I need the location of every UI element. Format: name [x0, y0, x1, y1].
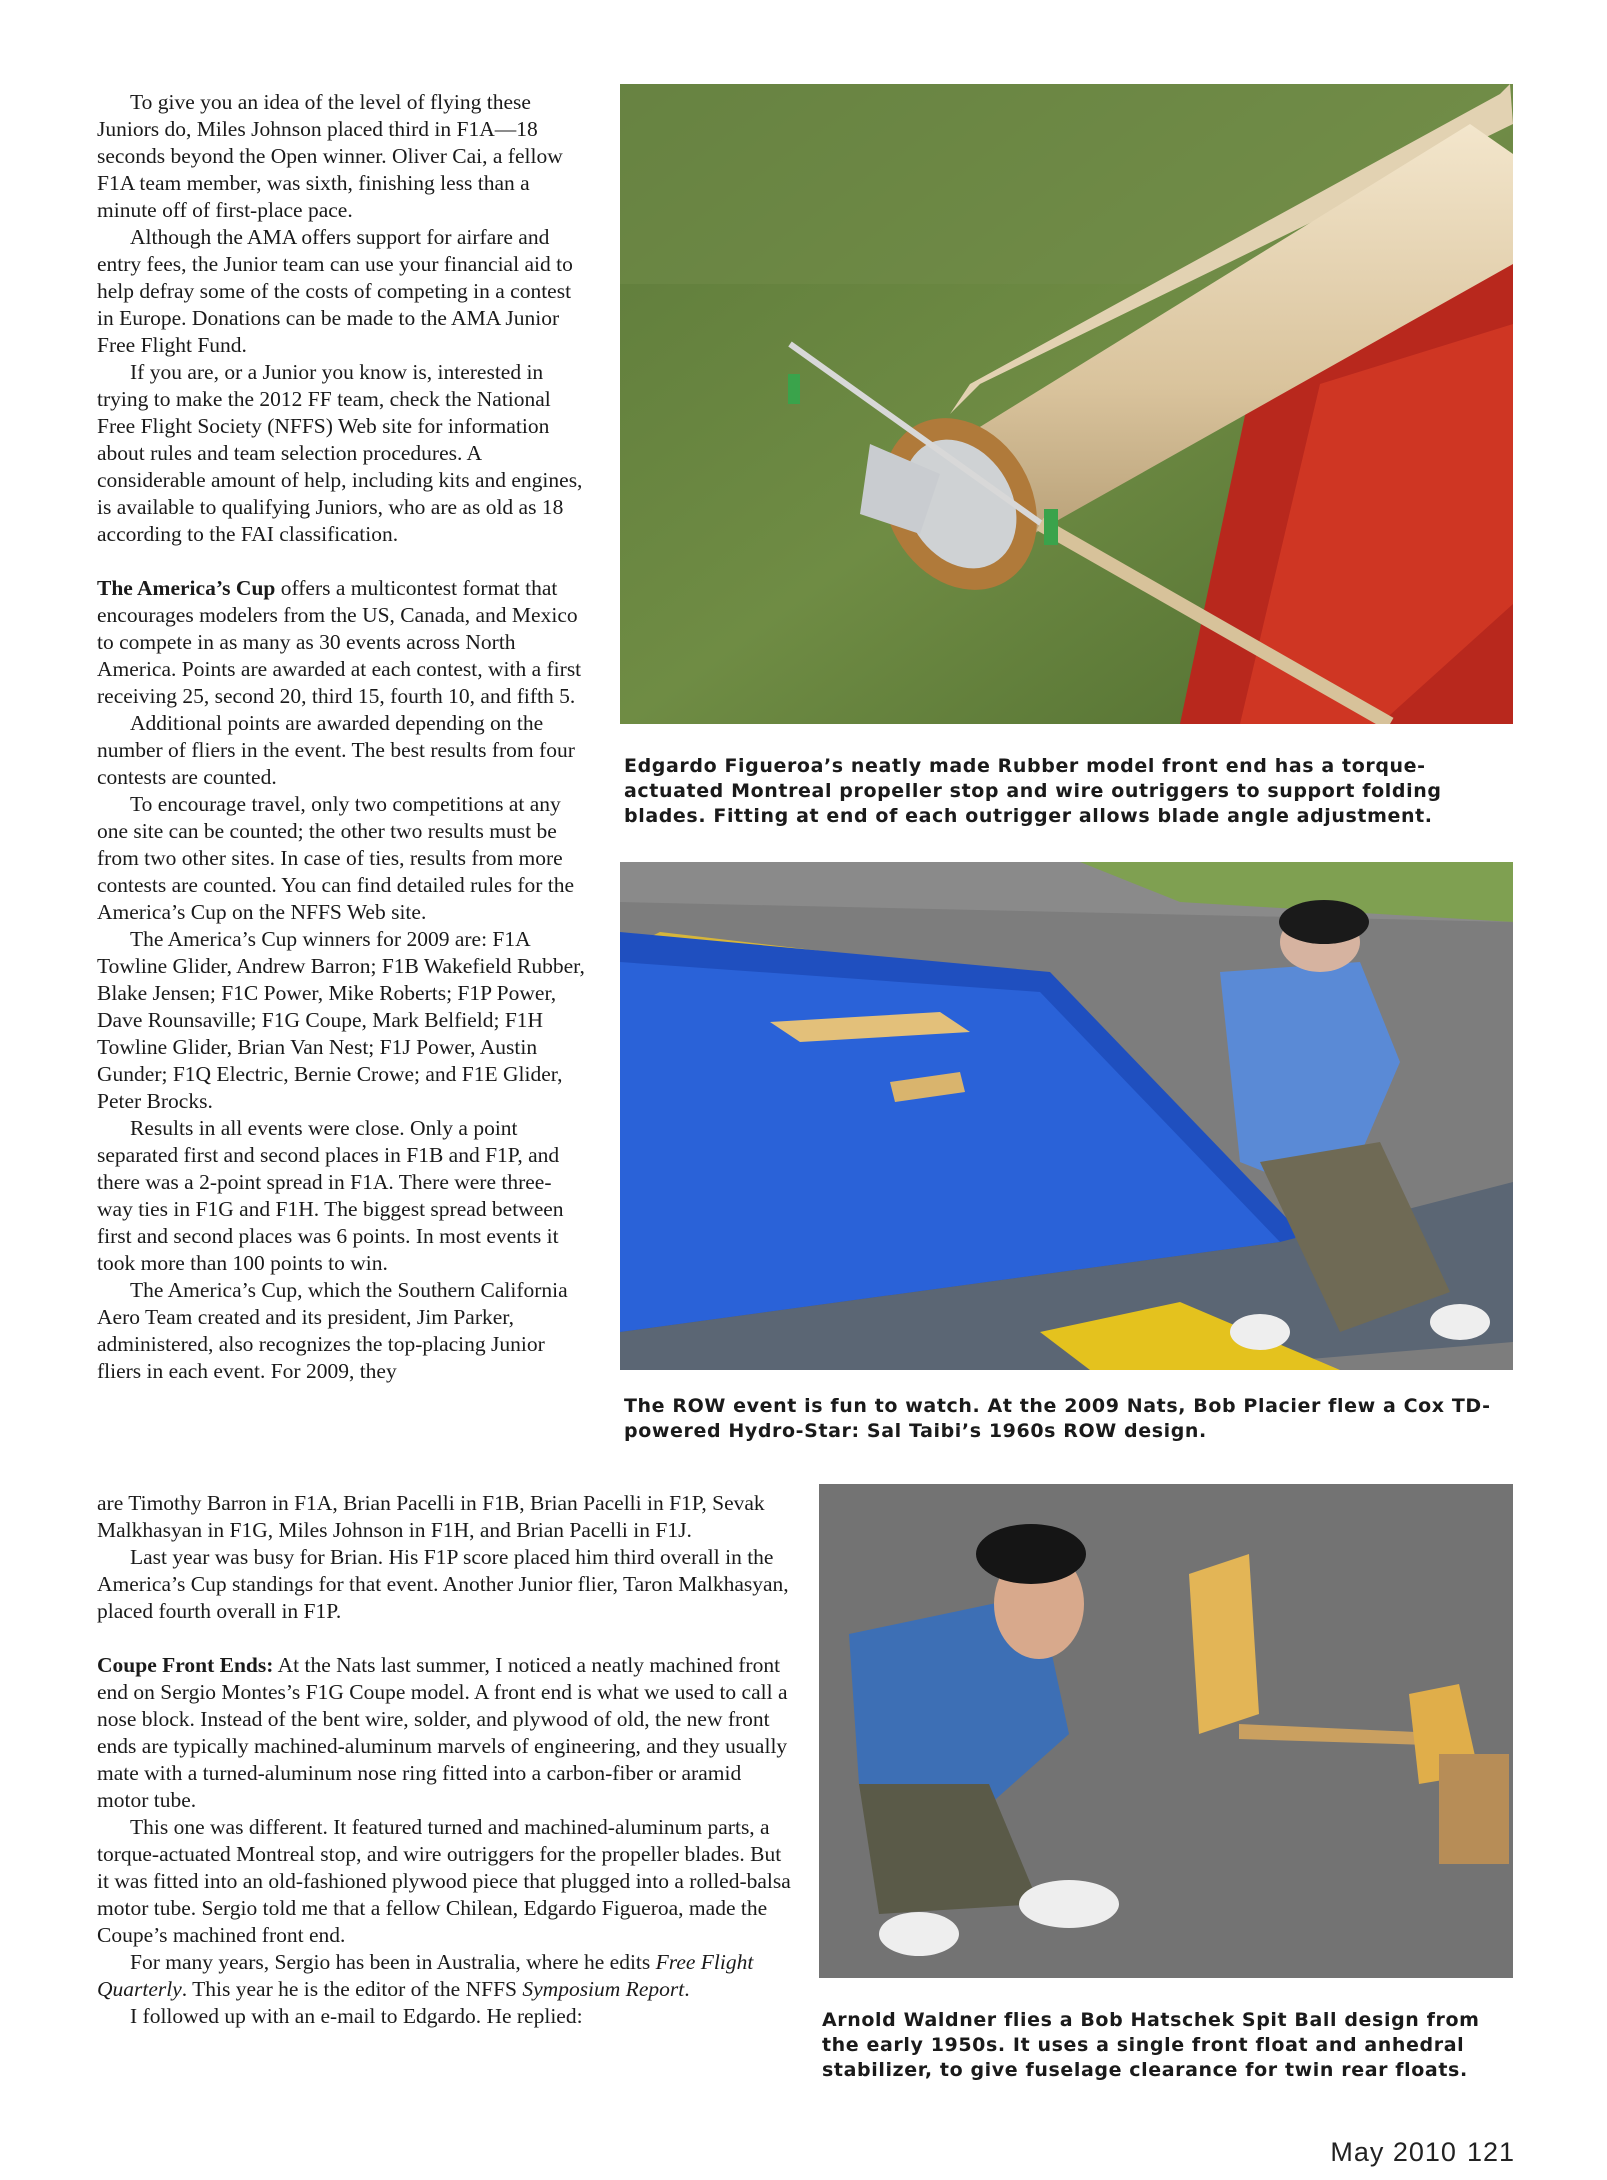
sergio-text-c: . — [684, 1977, 690, 2001]
page-number: 121 — [1466, 2137, 1515, 2167]
sergio-text-a: For many years, Sergio has been in Australia, where he edits — [130, 1950, 656, 1974]
photo-row-event — [620, 862, 1513, 1370]
photo-arnold-waldner — [819, 1484, 1513, 1978]
caption-photo-3: Arnold Waldner flies a Bob Hatschek Spit Ball design from the early 1950s. It uses a single front float and anhedral stabilizer, to give fuselage clearance for twin rear floats. — [822, 2009, 1480, 2081]
paragraph-junior-fliers-cont: are Timothy Barron in F1A, Brian Pacelli in F1B, Brian Pacelli in F1P, Sevak Malkhasyan in F1G, Miles Johnson in F1H, and Brian Pacelli in F1J. — [97, 1491, 765, 1542]
paragraph-brian-busy: Last year was busy for Brian. His F1P score placed him third overall in the America’s Cup standings for that event. Another Junior flier, Taron Malkhasyan, placed fourth overall in F1P. — [97, 1545, 789, 1623]
lower-text-column — [97, 1490, 797, 2030]
caption-photo-2: The ROW event is fun to watch. At the 2009 Nats, Bob Placier flew a Cox TD-powered Hydro-Star: Sal Taibi’s 1960s ROW design. — [624, 1395, 1491, 1442]
paragraph-additional-points: Additional points are awarded depending on the number of fliers in the event. The best results from four contests are counted. — [97, 711, 575, 789]
publication-title-ffq: Free Flight Quarterly — [97, 1950, 754, 2001]
publication-title-symposium: Symposium Report — [522, 1977, 685, 2001]
paragraph-americas-cup-intro — [97, 575, 585, 710]
paragraph-winners-2009: The America’s Cup winners for 2009 are: F1A Towline Glider, Andrew Barron; F1B Wakefield Rubber, Blake Jensen; F1C Power, Mike Roberts; F1P Power, Dave Rounsaville; F1G Coupe, Mark Belfield; F1H Towline Glider, Brian Van Nest; F1J Power, Austin Gunder; F1Q Electric, Bernie Crowe; and F1E Glider, Peter Brocks. — [97, 927, 585, 1113]
paragraph-coupe-front-ends — [97, 1652, 797, 1814]
left-text-column — [97, 89, 585, 1385]
paragraph-junior-fliers: The America’s Cup, which the Southern California Aero Team created and its president, Jim Parker, administered, also recognizes the top-placing Junior fliers in each event. For 2009, they — [97, 1278, 568, 1383]
coupe-intro-text: At the Nats last summer, I noticed a neatly machined front end on Sergio Montes’s F1G Coupe model. A front end is what we used to call a nose block. Instead of the bent wire, solder, and plywood of old, the new front ends are typically machined-aluminum marvels of engineering, and they usually mate with a turned-aluminum nose ring fitted into a carbon-fiber or aramid motor tube. — [97, 1653, 788, 1812]
paragraph-ama-support: Although the AMA offers support for airfare and entry fees, the Junior team can use your financial aid to help defray some of the costs of competing in a contest in Europe. Donations can be made to the AMA Junior Free Flight Fund. — [97, 225, 573, 357]
paragraph-travel: To encourage travel, only two competitions at any one site can be counted; the other two results must be from two other sites. In case of ties, results from more contests are counted. You can find detailed rules for the America’s Cup on the NFFS Web site. — [97, 792, 575, 924]
photo-rubber-front-end — [620, 84, 1513, 724]
paragraph-juniors-level: To give you an idea of the level of flying these Juniors do, Miles Johnson placed third in F1A—18 seconds beyond the Open winner. Oliver Cai, a fellow F1A team member, was sixth, finishing less than a minute off of first-place pace. — [97, 90, 563, 222]
paragraph-different: This one was different. It featured turned and machined-aluminum parts, a torque-actuated Montreal stop, and wire outriggers for the propeller blades. But it was fitted into an old-fashioned plywood piece that plugged into a rolled-balsa motor tube. Sergio told me that a fellow Chilean, Edgardo Figueroa, made the Coupe’s machined front end. — [97, 1815, 791, 1947]
section-heading-americas-cup: The America’s Cup — [97, 576, 276, 600]
americas-cup-intro-text: offers a multicontest format that encourages modelers from the US, Canada, and Mexico to compete in as many as 30 events across North America. Points are awarded at each contest, with a first receiving 25, second 20, third 15, fourth 10, and fifth 5. — [97, 576, 582, 708]
paragraph-email: I followed up with an e-mail to Edgardo. He replied: — [130, 2004, 583, 2028]
paragraph-ff-team: If you are, or a Junior you know is, interested in trying to make the 2012 FF team, check the National Free Flight Society (NFFS) Web site for information about rules and team selection procedures. A considerable amount of help, including kits and engines, is available to qualifying Juniors, who are as old as 18 according to the FAI classification. — [97, 360, 583, 546]
paragraph-sergio-australia — [97, 1949, 797, 2003]
sergio-text-b: . This year he is the editor of the NFFS — [181, 1977, 523, 2001]
section-heading-coupe: Coupe Front Ends: — [97, 1653, 274, 1677]
caption-photo-1: Edgardo Figueroa’s neatly made Rubber model front end has a torque-actuated Montreal propeller stop and wire outriggers to support folding blades. Fitting at end of each outrigger allows blade angle adjustment. — [624, 755, 1442, 827]
paragraph-results-close: Results in all events were close. Only a point separated first and second places in F1B and F1P, and there was a 2-point spread in F1A. There were three-way ties in F1G and F1H. The biggest spread between first and second places was 6 points. In most events it took more than 100 points to win. — [97, 1116, 564, 1275]
footer-issue-date: May 2010 — [1330, 2137, 1457, 2167]
page-footer — [1320, 2137, 1515, 2168]
